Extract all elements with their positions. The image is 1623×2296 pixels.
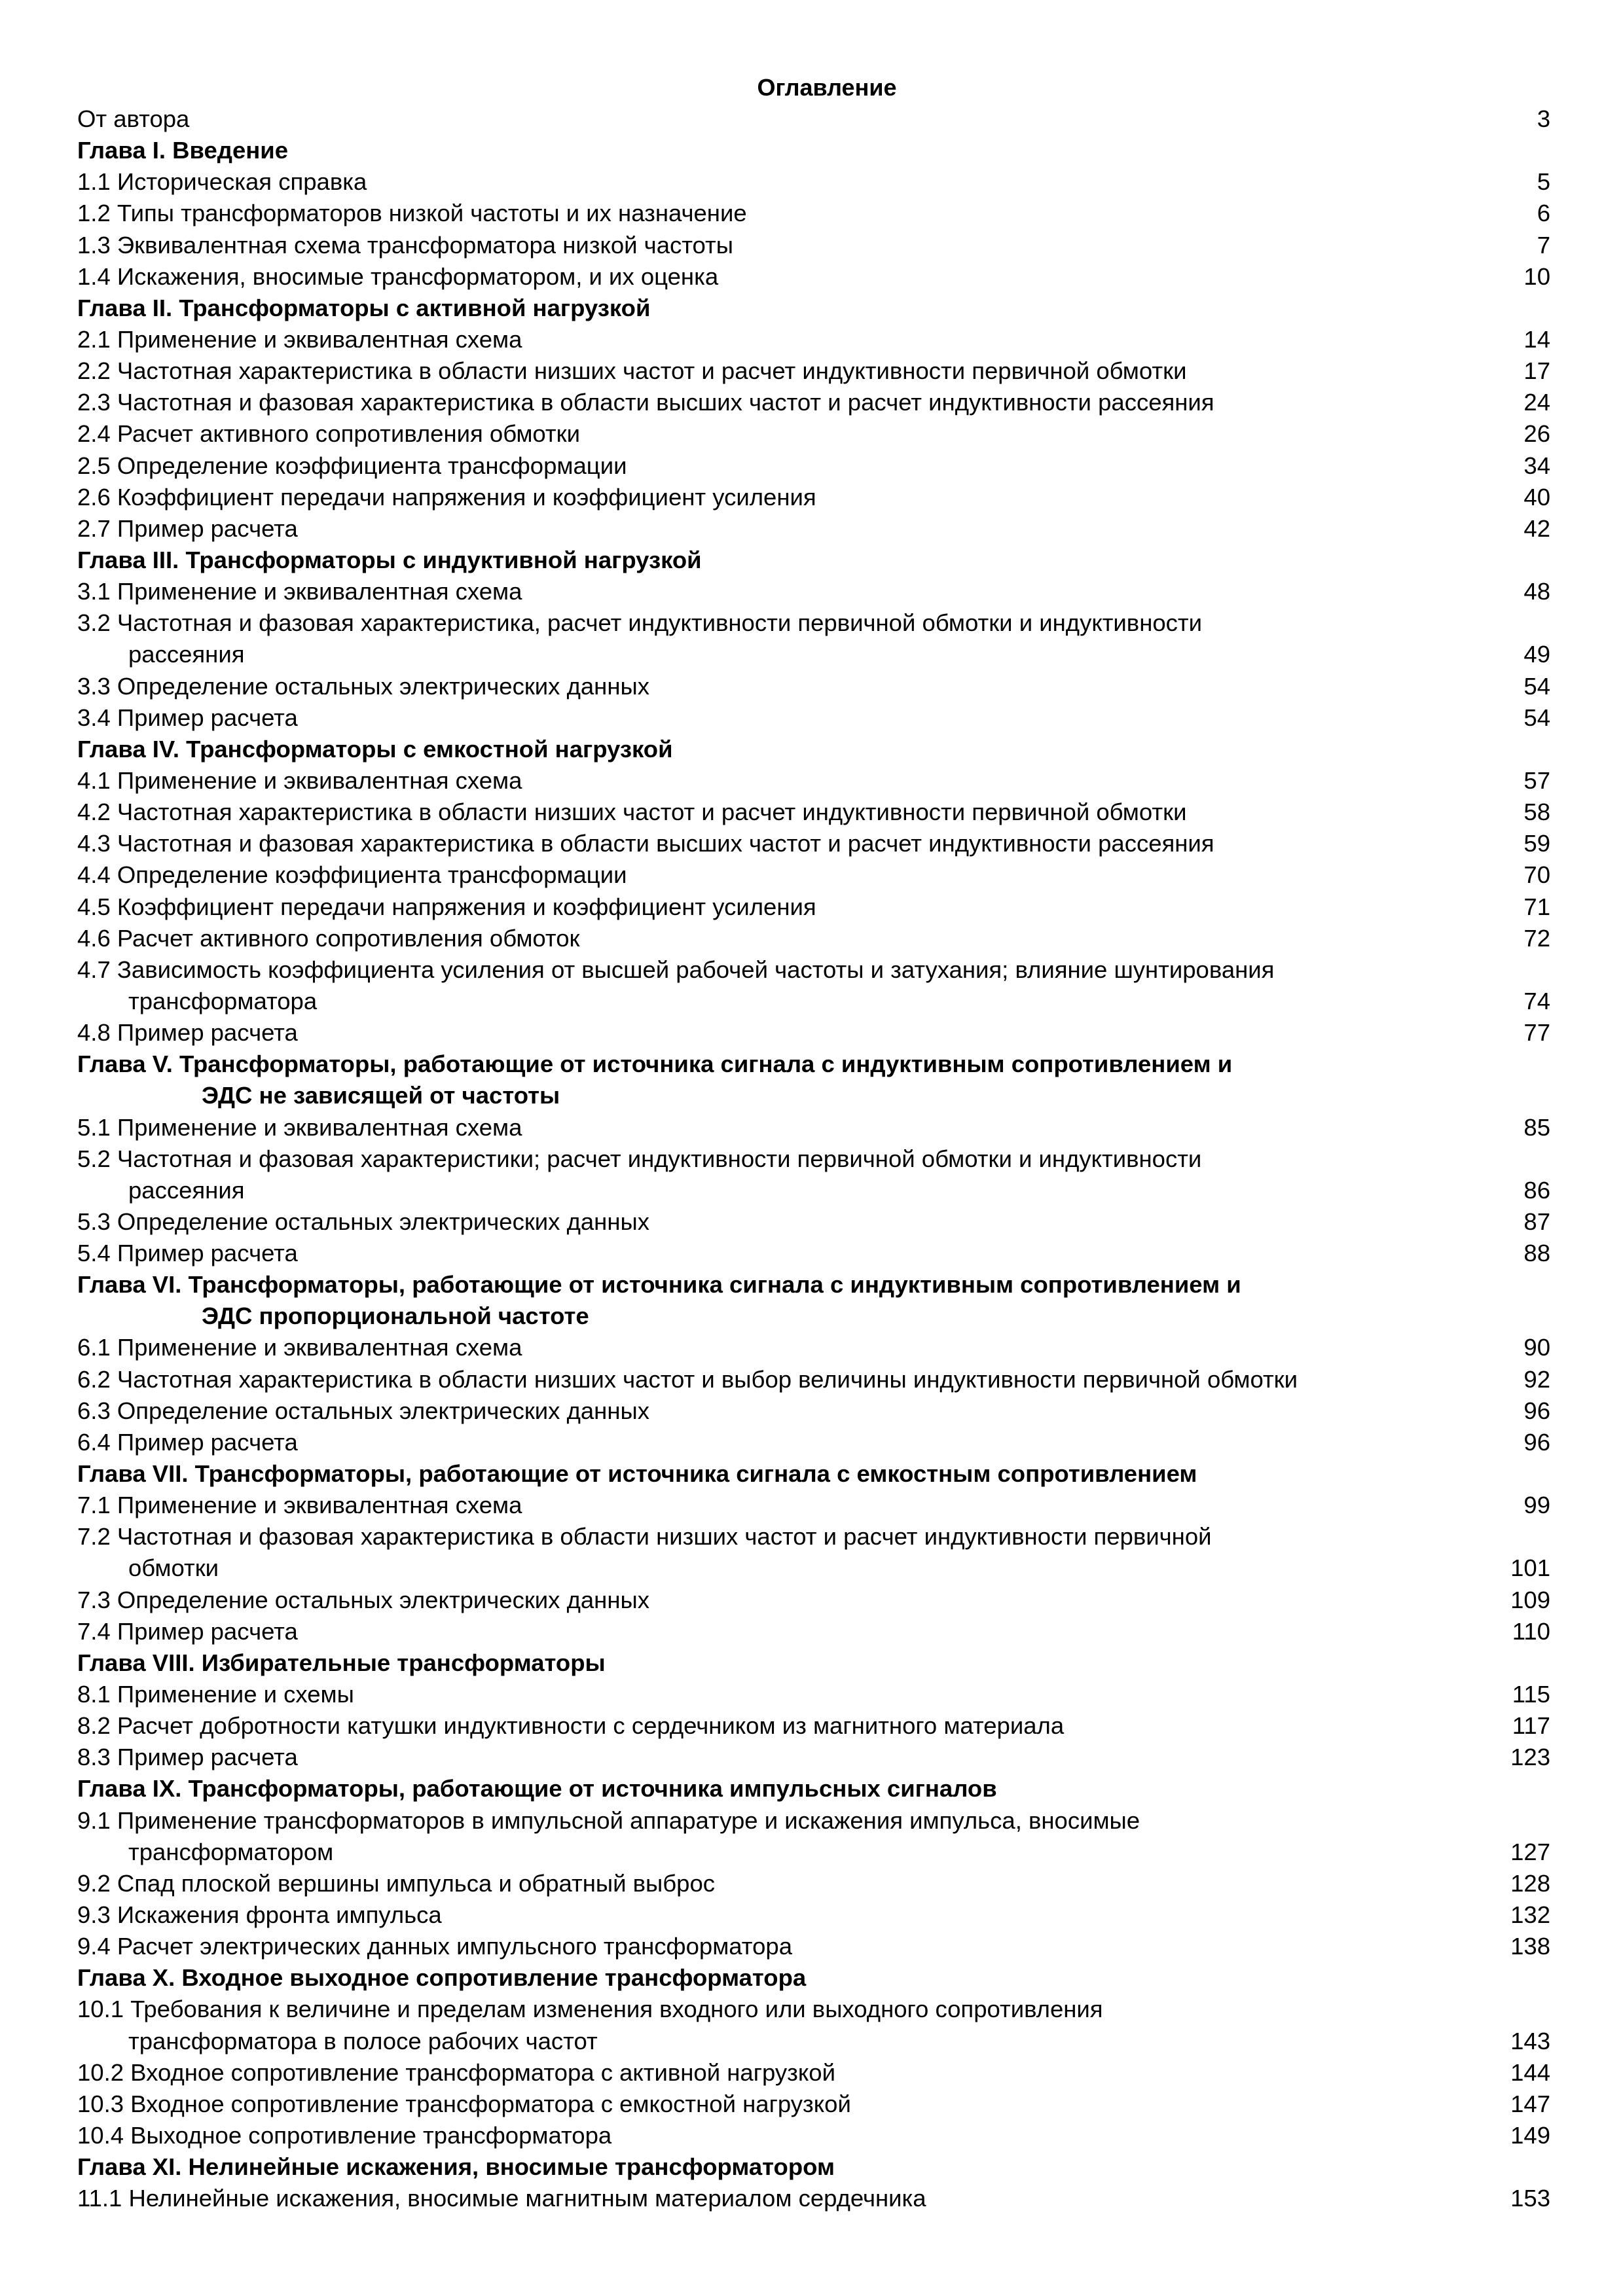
toc-chapter-row — [77, 1647, 1550, 1679]
toc-entry-title: 5.2 Частотная и фазовая характеристики; расчет индуктивности первичной обмотки и индуктивности — [77, 1145, 1202, 1172]
toc-page-number: 57 — [1523, 766, 1550, 794]
toc-entry-title: 4.4 Определение коэффициента трансформации — [77, 861, 627, 889]
toc-entry-title: Глава XI. Нелинейные искажения, вносимые трансформатором — [77, 2153, 835, 2181]
toc-page-number: 40 — [1523, 483, 1550, 511]
toc-entry-row — [77, 261, 1550, 293]
toc-entry-row — [77, 1332, 1550, 1363]
toc-page-number: 58 — [1523, 798, 1550, 826]
toc-page-number: 109 — [1510, 1586, 1550, 1613]
toc-page-number: 87 — [1523, 1208, 1550, 1235]
toc-entry-title: 4.6 Расчет активного сопротивления обмоток — [77, 924, 580, 952]
toc-entry-row — [77, 2026, 1550, 2057]
toc-page-number: 70 — [1523, 861, 1550, 889]
toc-entry-row — [77, 1175, 1550, 1206]
toc-entry-title: обмотки — [128, 1554, 219, 1582]
toc-entry-title: 4.1 Применение и эквивалентная схема — [77, 766, 522, 794]
toc-entry-row — [77, 639, 1550, 670]
toc-chapter-row — [77, 2151, 1550, 2183]
toc-entry-title: 6.3 Определение остальных электрических данных — [77, 1397, 649, 1424]
toc-entry-title: 2.7 Пример расчета — [77, 514, 298, 542]
toc-page-number: 153 — [1510, 2185, 1550, 2212]
toc-entry-row — [77, 1931, 1550, 1962]
toc-entry-row — [77, 1994, 1550, 2025]
toc-entry-title: 10.4 Выходное сопротивление трансформатора — [77, 2122, 612, 2149]
toc-page-number: 96 — [1523, 1397, 1550, 1424]
toc-page-number: 54 — [1523, 704, 1550, 731]
toc-entry-row — [77, 671, 1550, 702]
toc-entry-title: 4.2 Частотная характеристика в области низших частот и расчет индуктивности первичной обмотки — [77, 798, 1187, 826]
toc-entry-title: 8.3 Пример расчета — [77, 1744, 298, 1771]
toc-entry-row — [77, 1427, 1550, 1458]
toc-entry-row — [77, 2089, 1550, 2120]
toc-entry-row — [77, 1710, 1550, 1742]
toc-entry-title: 2.3 Частотная и фазовая характеристика в области высших частот и расчет индуктивности рассеяния — [77, 389, 1214, 416]
toc-page-number: 85 — [1523, 1113, 1550, 1141]
toc-entry-title: 9.3 Искажения фронта импульса — [77, 1901, 442, 1929]
toc-entry-row — [77, 1112, 1550, 1143]
toc-entry-row — [77, 954, 1550, 986]
toc-entry-title: 7.1 Применение и эквивалентная схема — [77, 1492, 522, 1519]
toc-entry-title: трансформатора — [128, 987, 318, 1014]
toc-page-number: 3 — [1537, 105, 1550, 132]
toc-entry-title: 3.1 Применение и эквивалентная схема — [77, 578, 522, 605]
toc-page-number: 101 — [1510, 1554, 1550, 1582]
toc-entry-title: 2.4 Расчет активного сопротивления обмотки — [77, 420, 580, 448]
toc-entry-title: 6.4 Пример расчета — [77, 1428, 298, 1456]
toc-entry-row — [77, 103, 1550, 135]
toc-page-number: 7 — [1537, 231, 1550, 259]
toc-entry-row — [77, 2057, 1550, 2089]
toc-page-number: 72 — [1523, 924, 1550, 952]
toc-entry-title: 1.4 Искажения, вносимые трансформатором, и их оценка — [77, 262, 719, 290]
toc-entry-title: 9.2 Спад плоской вершины импульса и обратный выброс — [77, 1869, 716, 1897]
toc-entry-title: 2.1 Применение и эквивалентная схема — [77, 325, 522, 353]
toc-entry-title: 1.2 Типы трансформаторов низкой частоты и их назначение — [77, 200, 747, 227]
toc-page-number: 77 — [1523, 1019, 1550, 1047]
toc-entry-row — [77, 1364, 1550, 1395]
toc-entry-row — [77, 1490, 1550, 1521]
toc-entry-title: Глава VIII. Избирательные трансформаторы — [77, 1649, 606, 1676]
toc-entry-title: 4.7 Зависимость коэффициента усиления от высшей рабочей частоты и затухания; влияние шунтирования — [77, 956, 1275, 983]
toc-entry-title: 2.2 Частотная характеристика в области низших частот и расчет индуктивности первичной обмотки — [77, 357, 1187, 385]
toc-page-number: 92 — [1523, 1365, 1550, 1393]
toc-entry-row — [77, 355, 1550, 387]
toc-entry-title: 2.5 Определение коэффициента трансформации — [77, 452, 627, 479]
toc-entry-title: трансформатора в полосе рабочих частот — [128, 2027, 598, 2054]
toc-entry-title: 10.3 Входное сопротивление трансформатора с емкостной нагрузкой — [77, 2090, 851, 2117]
toc-entry-row — [77, 1206, 1550, 1238]
toc-page-number: 147 — [1510, 2090, 1550, 2117]
toc-entry-title: 9.4 Расчет электрических данных импульсного трансформатора — [77, 1933, 792, 1960]
toc-entry-row — [77, 702, 1550, 734]
toc-entry-row — [77, 482, 1550, 513]
toc-entry-title: 6.2 Частотная характеристика в области низших частот и выбор величины индуктивности первичной обмотки — [77, 1365, 1298, 1393]
toc-page-number: 128 — [1510, 1869, 1550, 1897]
toc-entry-row — [77, 797, 1550, 828]
toc-entry-title: 5.4 Пример расчета — [77, 1240, 298, 1267]
toc-page-number: 34 — [1523, 452, 1550, 479]
toc-entry-title: 7.2 Частотная и фазовая характеристика в области низших частот и расчет индуктивности первичной — [77, 1523, 1212, 1551]
toc-page-number: 14 — [1523, 325, 1550, 353]
toc-page-number: 17 — [1523, 357, 1550, 385]
toc-entry-title: Глава IV. Трансформаторы с емкостной нагрузкой — [77, 735, 673, 762]
toc-page-number: 10 — [1523, 262, 1550, 290]
toc-entry-title: 7.4 Пример расчета — [77, 1617, 298, 1645]
toc-page-number: 143 — [1510, 2027, 1550, 2054]
toc-entry-title: Глава II. Трансформаторы с активной нагрузкой — [77, 294, 651, 321]
toc-chapter-row — [77, 1269, 1550, 1300]
toc-entry-title: Глава X. Входное выходное сопротивление трансформатора — [77, 1964, 807, 1992]
toc-entry-row — [77, 607, 1550, 639]
toc-entry-title: 4.3 Частотная и фазовая характеристика в области высших частот и расчет индуктивности рассеяния — [77, 830, 1214, 857]
toc-page-number: 115 — [1512, 1681, 1550, 1708]
toc-entry-title: От автора — [77, 105, 190, 132]
toc-entry-title: Глава V. Трансформаторы, работающие от источника сигнала с индуктивным сопротивлением и — [77, 1050, 1233, 1078]
toc-entry-title: 4.8 Пример расчета — [77, 1019, 298, 1047]
toc-entry-row — [77, 859, 1550, 891]
toc-entry-row — [77, 324, 1550, 355]
toc-entry-title: 6.1 Применение и эквивалентная схема — [77, 1334, 522, 1361]
toc-entry-row — [77, 1017, 1550, 1049]
toc-entry-row — [77, 166, 1550, 198]
toc-entry-row — [77, 1552, 1550, 1584]
toc-entry-row — [77, 1805, 1550, 1837]
toc-entry-title: 9.1 Применение трансформаторов в импульсной аппаратуре и искажения импульса, вносимые — [77, 1806, 1140, 1834]
toc-entry-title: 8.2 Расчет добротности катушки индуктивности с сердечником из магнитного материала — [77, 1712, 1065, 1740]
toc-entry-title: трансформатором — [128, 1838, 334, 1865]
toc-entry-title: Глава III. Трансформаторы с индуктивной нагрузкой — [77, 546, 702, 573]
toc-list — [77, 103, 1550, 2214]
toc-chapter-row — [77, 545, 1550, 576]
toc-entry-title: рассеяния — [128, 641, 245, 668]
toc-page-number: 5 — [1537, 168, 1550, 196]
toc-page-number: 26 — [1523, 420, 1550, 448]
toc-entry-row — [77, 1679, 1550, 1710]
toc-page-number: 86 — [1523, 1176, 1550, 1204]
toc-entry-title: 1.3 Эквивалентная схема трансформатора низкой частоты — [77, 231, 734, 259]
toc-entry-title: 1.1 Историческая справка — [77, 168, 367, 196]
toc-entry-row — [77, 891, 1550, 923]
toc-entry-title: 11.1 Нелинейные искажения, вносимые магнитным материалом сердечника — [77, 2185, 926, 2212]
toc-page-number: 149 — [1510, 2122, 1550, 2149]
toc-entry-row — [77, 828, 1550, 859]
toc-entry-row — [77, 418, 1550, 450]
toc-page-number: 144 — [1510, 2058, 1550, 2086]
toc-entry-row — [77, 1585, 1550, 1616]
toc-chapter-row — [77, 1049, 1550, 1080]
toc-entry-row — [77, 2120, 1550, 2151]
toc-entry-row — [77, 986, 1550, 1017]
toc-entry-row — [77, 387, 1550, 418]
toc-entry-row — [77, 765, 1550, 797]
toc-entry-title: 8.1 Применение и схемы — [77, 1681, 354, 1708]
page-title: Оглавление — [757, 74, 897, 101]
toc-page-number: 117 — [1512, 1712, 1550, 1740]
toc-entry-row — [77, 198, 1550, 229]
toc-page-number: 59 — [1523, 830, 1550, 857]
toc-entry-row — [77, 1616, 1550, 1647]
toc-entry-title: 3.2 Частотная и фазовая характеристика, расчет индуктивности первичной обмотки и индуктивности — [77, 609, 1203, 637]
toc-entry-title: 5.1 Применение и эквивалентная схема — [77, 1113, 522, 1141]
toc-chapter-row — [77, 293, 1550, 324]
toc-page-number: 99 — [1523, 1492, 1550, 1519]
toc-entry-title: 5.3 Определение остальных электрических данных — [77, 1208, 649, 1235]
toc-entry-title: 2.6 Коэффициент передачи напряжения и коэффициент усиления — [77, 483, 816, 511]
toc-page-number: 88 — [1523, 1240, 1550, 1267]
toc-page-number: 49 — [1523, 641, 1550, 668]
toc-chapter-row — [77, 1458, 1550, 1490]
toc-chapter-row — [77, 135, 1550, 166]
toc-chapter-row — [77, 1080, 1550, 1111]
toc-page-number: 54 — [1523, 672, 1550, 700]
toc-entry-title: ЭДС не зависящей от частоты — [202, 1082, 560, 1109]
toc-entry-row — [77, 576, 1550, 607]
toc-entry-title: Глава VII. Трансформаторы, работающие от источника сигнала с емкостным сопротивлением — [77, 1460, 1197, 1488]
toc-entry-title: 7.3 Определение остальных электрических данных — [77, 1586, 649, 1613]
toc-entry-title: Глава I. Введение — [77, 137, 289, 164]
toc-entry-title: ЭДС пропорциональной частоте — [202, 1302, 589, 1330]
toc-entry-title: 4.5 Коэффициент передачи напряжения и коэффициент усиления — [77, 893, 816, 920]
toc-entry-row — [77, 1742, 1550, 1773]
toc-chapter-row — [77, 734, 1550, 765]
toc-page-number: 132 — [1510, 1901, 1550, 1929]
toc-page-number: 71 — [1523, 893, 1550, 920]
toc-entry-row — [77, 923, 1550, 954]
toc-page-number: 90 — [1523, 1334, 1550, 1361]
toc-entry-row — [77, 513, 1550, 545]
toc-chapter-row — [77, 1300, 1550, 1332]
toc-chapter-row — [77, 1773, 1550, 1804]
toc-page-number: 123 — [1510, 1744, 1550, 1771]
toc-page-number: 24 — [1523, 389, 1550, 416]
toc-entry-row — [77, 1238, 1550, 1269]
toc-page-number: 127 — [1510, 1838, 1550, 1865]
toc-entry-row — [77, 1837, 1550, 1868]
toc-page-number: 110 — [1512, 1617, 1550, 1645]
toc-entry-row — [77, 1395, 1550, 1427]
toc-entry-row — [77, 2183, 1550, 2214]
toc-entry-row — [77, 1521, 1550, 1552]
toc-page-number: 74 — [1523, 987, 1550, 1014]
toc-entry-title: 10.1 Требования к величине и пределам изменения входного или выходного сопротивления — [77, 1996, 1103, 2023]
toc-entry-row — [77, 230, 1550, 261]
toc-page-number: 6 — [1537, 200, 1550, 227]
toc-entry-title: Глава VI. Трансформаторы, работающие от источника сигнала с индуктивным сопротивлением и — [77, 1271, 1241, 1299]
table-of-contents — [77, 72, 1550, 2214]
toc-page-number: 96 — [1523, 1428, 1550, 1456]
toc-page-number: 138 — [1510, 1933, 1550, 1960]
toc-entry-row — [77, 1868, 1550, 1899]
toc-chapter-row — [77, 1962, 1550, 1994]
toc-entry-row — [77, 450, 1550, 482]
toc-entry-row — [77, 1143, 1550, 1175]
toc-entry-row — [77, 1899, 1550, 1931]
toc-page-number: 48 — [1523, 578, 1550, 605]
toc-page-number: 42 — [1523, 514, 1550, 542]
toc-entry-title: Глава IX. Трансформаторы, работающие от источника импульсных сигналов — [77, 1775, 997, 1803]
toc-entry-title: 3.3 Определение остальных электрических данных — [77, 672, 649, 700]
toc-entry-title: рассеяния — [128, 1176, 245, 1204]
toc-entry-title: 10.2 Входное сопротивление трансформатора с активной нагрузкой — [77, 2058, 835, 2086]
toc-entry-title: 3.4 Пример расчета — [77, 704, 298, 731]
